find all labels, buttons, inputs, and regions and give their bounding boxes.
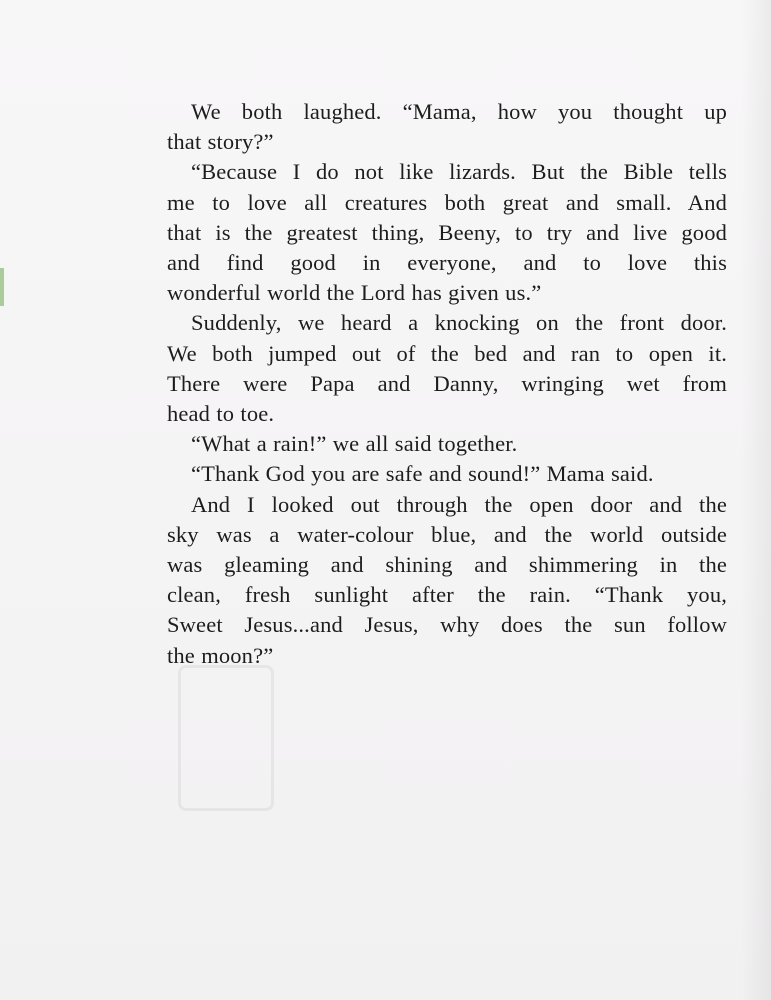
text-line: And I looked out through the open door and the [191,491,727,517]
edge-color-bleed [0,268,4,306]
text-line: We both laughed. “Mama, how you thought up [191,99,727,124]
text-line: “What a rain!” we all said together. [191,431,518,457]
text-line: wonderful world the Lord has given us.” [167,280,542,306]
text-line: “Thank God you are safe and sound!” Mama said. [191,461,654,487]
text-line: “Because I do not like lizards. But the Bible tells [191,159,727,185]
text-line: that story?” [167,129,274,155]
paragraph [143,490,727,671]
text-line: head to toe. [167,401,275,427]
paragraph [143,308,727,429]
show-through-drop-cap [178,665,274,811]
text-line: There were Papa and Danny, wringing wet from [167,370,727,396]
text-line: sky was a water-colour blue, and the world outside [167,521,727,547]
story-text [143,97,727,671]
text-line: that is the greatest thing, Beeny, to try and live good [167,219,727,245]
paragraph [143,157,727,308]
text-line: Suddenly, we heard a knocking on the front door. [191,310,727,336]
gutter-shade [741,0,771,1000]
paragraph [143,97,727,157]
text-line: Sweet Jesus...and Jesus, why does the sun follow [167,612,727,638]
text-line: and find good in everyone, and to love this [167,250,727,276]
text-line: the moon?” [167,642,274,668]
paragraph [143,459,727,489]
text-line: We both jumped out of the bed and ran to open it. [167,340,727,366]
text-line: me to love all creatures both great and small. And [167,189,727,215]
paragraph [143,429,727,459]
text-line: clean, fresh sunlight after the rain. “Thank you, [167,582,727,608]
text-line: was gleaming and shining and shimmering in the [167,552,727,578]
